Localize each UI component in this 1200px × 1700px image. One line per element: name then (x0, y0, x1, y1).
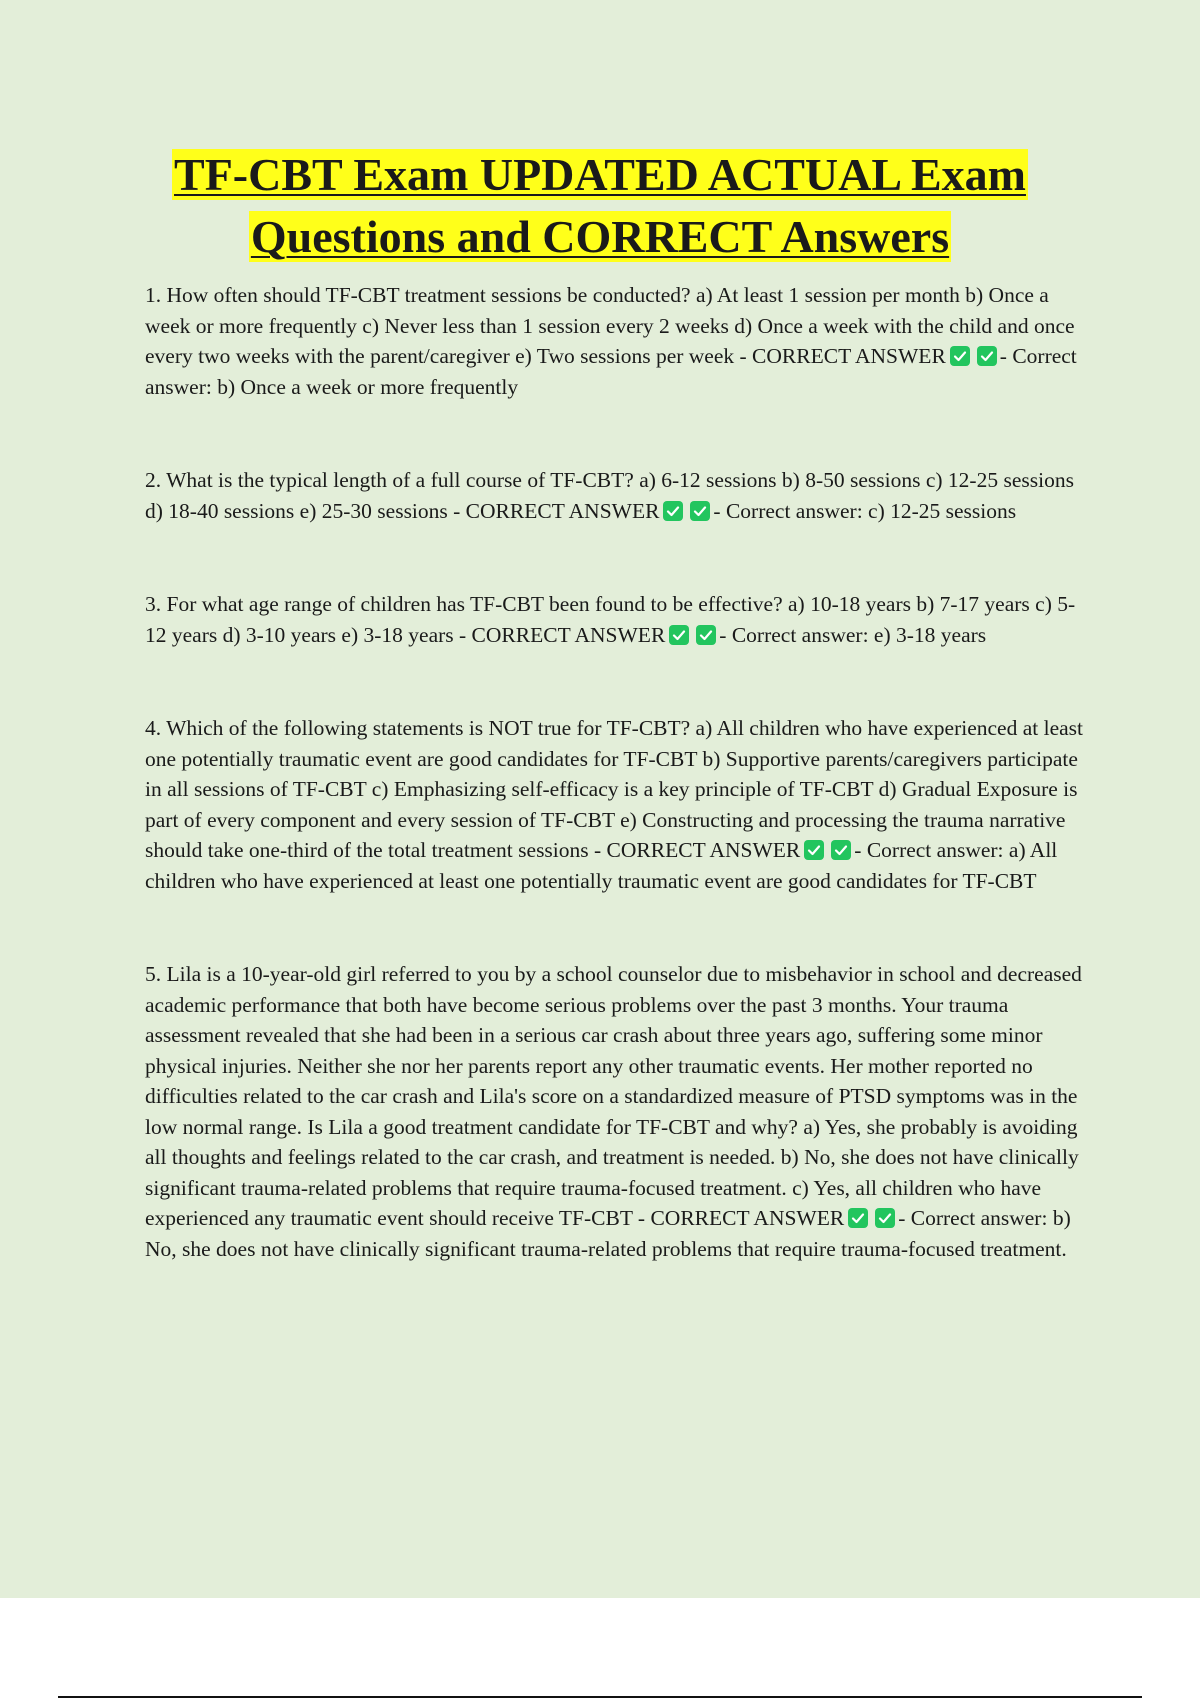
check-mark-icon (696, 625, 716, 645)
check-mark-icon (663, 501, 683, 521)
check-mark-icon (831, 840, 851, 860)
question-item (145, 713, 1090, 896)
question-text: 1. How often should TF-CBT treatment sessions be conducted? a) At least 1 session per month b) Once a week or more frequently c) Never less than 1 session every 2 weeks d) Once a week with the child and once every two weeks with the parent/caregiver e) Two sessions per week - CORRECT ANSWER (145, 283, 1075, 368)
question-list (145, 280, 1090, 1327)
question-item (145, 959, 1090, 1264)
title-line-1: TF-CBT Exam UPDATED ACTUAL Exam (174, 149, 1026, 200)
question-text: 2. What is the typical length of a full course of TF-CBT? a) 6-12 sessions b) 8-50 sessions c) 12-25 sessions d) 18-40 sessions e) 25-30 sessions - CORRECT ANSWER (145, 468, 1074, 523)
check-mark-icon (875, 1208, 895, 1228)
correct-answer-text: - Correct answer: c) 12-25 sessions (713, 498, 1017, 523)
correct-answer-text: - Correct answer: b) Once a week or more frequently (145, 344, 1077, 399)
document-title (0, 144, 1200, 268)
question-text: 3. For what age range of children has TF-CBT been found to be effective? a) 10-18 years b) 7-17 years c) 5-12 years d) 3-10 years e) 3-18 years - CORRECT ANSWER (145, 592, 1076, 647)
title-line-2: Questions and CORRECT Answers (250, 211, 950, 262)
question-item (145, 589, 1090, 650)
check-mark-icon (848, 1208, 868, 1228)
check-mark-icon (669, 625, 689, 645)
check-mark-icon (977, 346, 997, 366)
check-mark-icon (804, 840, 824, 860)
check-mark-icon (950, 346, 970, 366)
correct-answer-text: - Correct answer: a) All children who have experienced at least one potentially traumatic event are good candidates for TF-CBT (145, 838, 1058, 893)
check-mark-icon (690, 501, 710, 521)
question-text: 4. Which of the following statements is NOT true for TF-CBT? a) All children who have experienced at least one potentially traumatic event are good candidates for TF-CBT b) Supportive parents/caregivers participate in all sessions of TF-CBT c) Emphasizing self-efficacy is a key principle of TF-CBT d) Gradual Exposure is part of every component and every session of TF-CBT e) Constructing and processing the trauma narrative should take one-third of the total treatment sessions - CORRECT ANSWER (145, 716, 1083, 862)
page-divider (58, 1696, 1142, 1698)
correct-answer-text: - Correct answer: e) 3-18 years (719, 622, 987, 647)
correct-answer-text: - Correct answer: b) No, she does not have clinically significant trauma-related problems that require trauma-focused treatment. (145, 1206, 1071, 1261)
question-item (145, 280, 1090, 402)
question-text: 5. Lila is a 10-year-old girl referred to you by a school counselor due to misbehavior in school and decreased academic performance that both have become serious problems over the past 3 months. Your trauma assessment revealed that she had been in a serious car crash about three years ago, suffering some minor physical injuries. Neither she nor her parents report any other traumatic events. Her mother reported no difficulties related to the car crash and Lila's score on a standardized measure of PTSD symptoms was in the low normal range. Is Lila a good treatment candidate for TF-CBT and why? a) Yes, she probably is avoiding all thoughts and feelings related to the car crash, and treatment is needed. b) No, she does not have clinically significant trauma-related problems that require trauma-focused treatment. c) Yes, all children who have experienced any traumatic event should receive TF-CBT - CORRECT ANSWER (145, 962, 1082, 1230)
question-item (145, 465, 1090, 526)
